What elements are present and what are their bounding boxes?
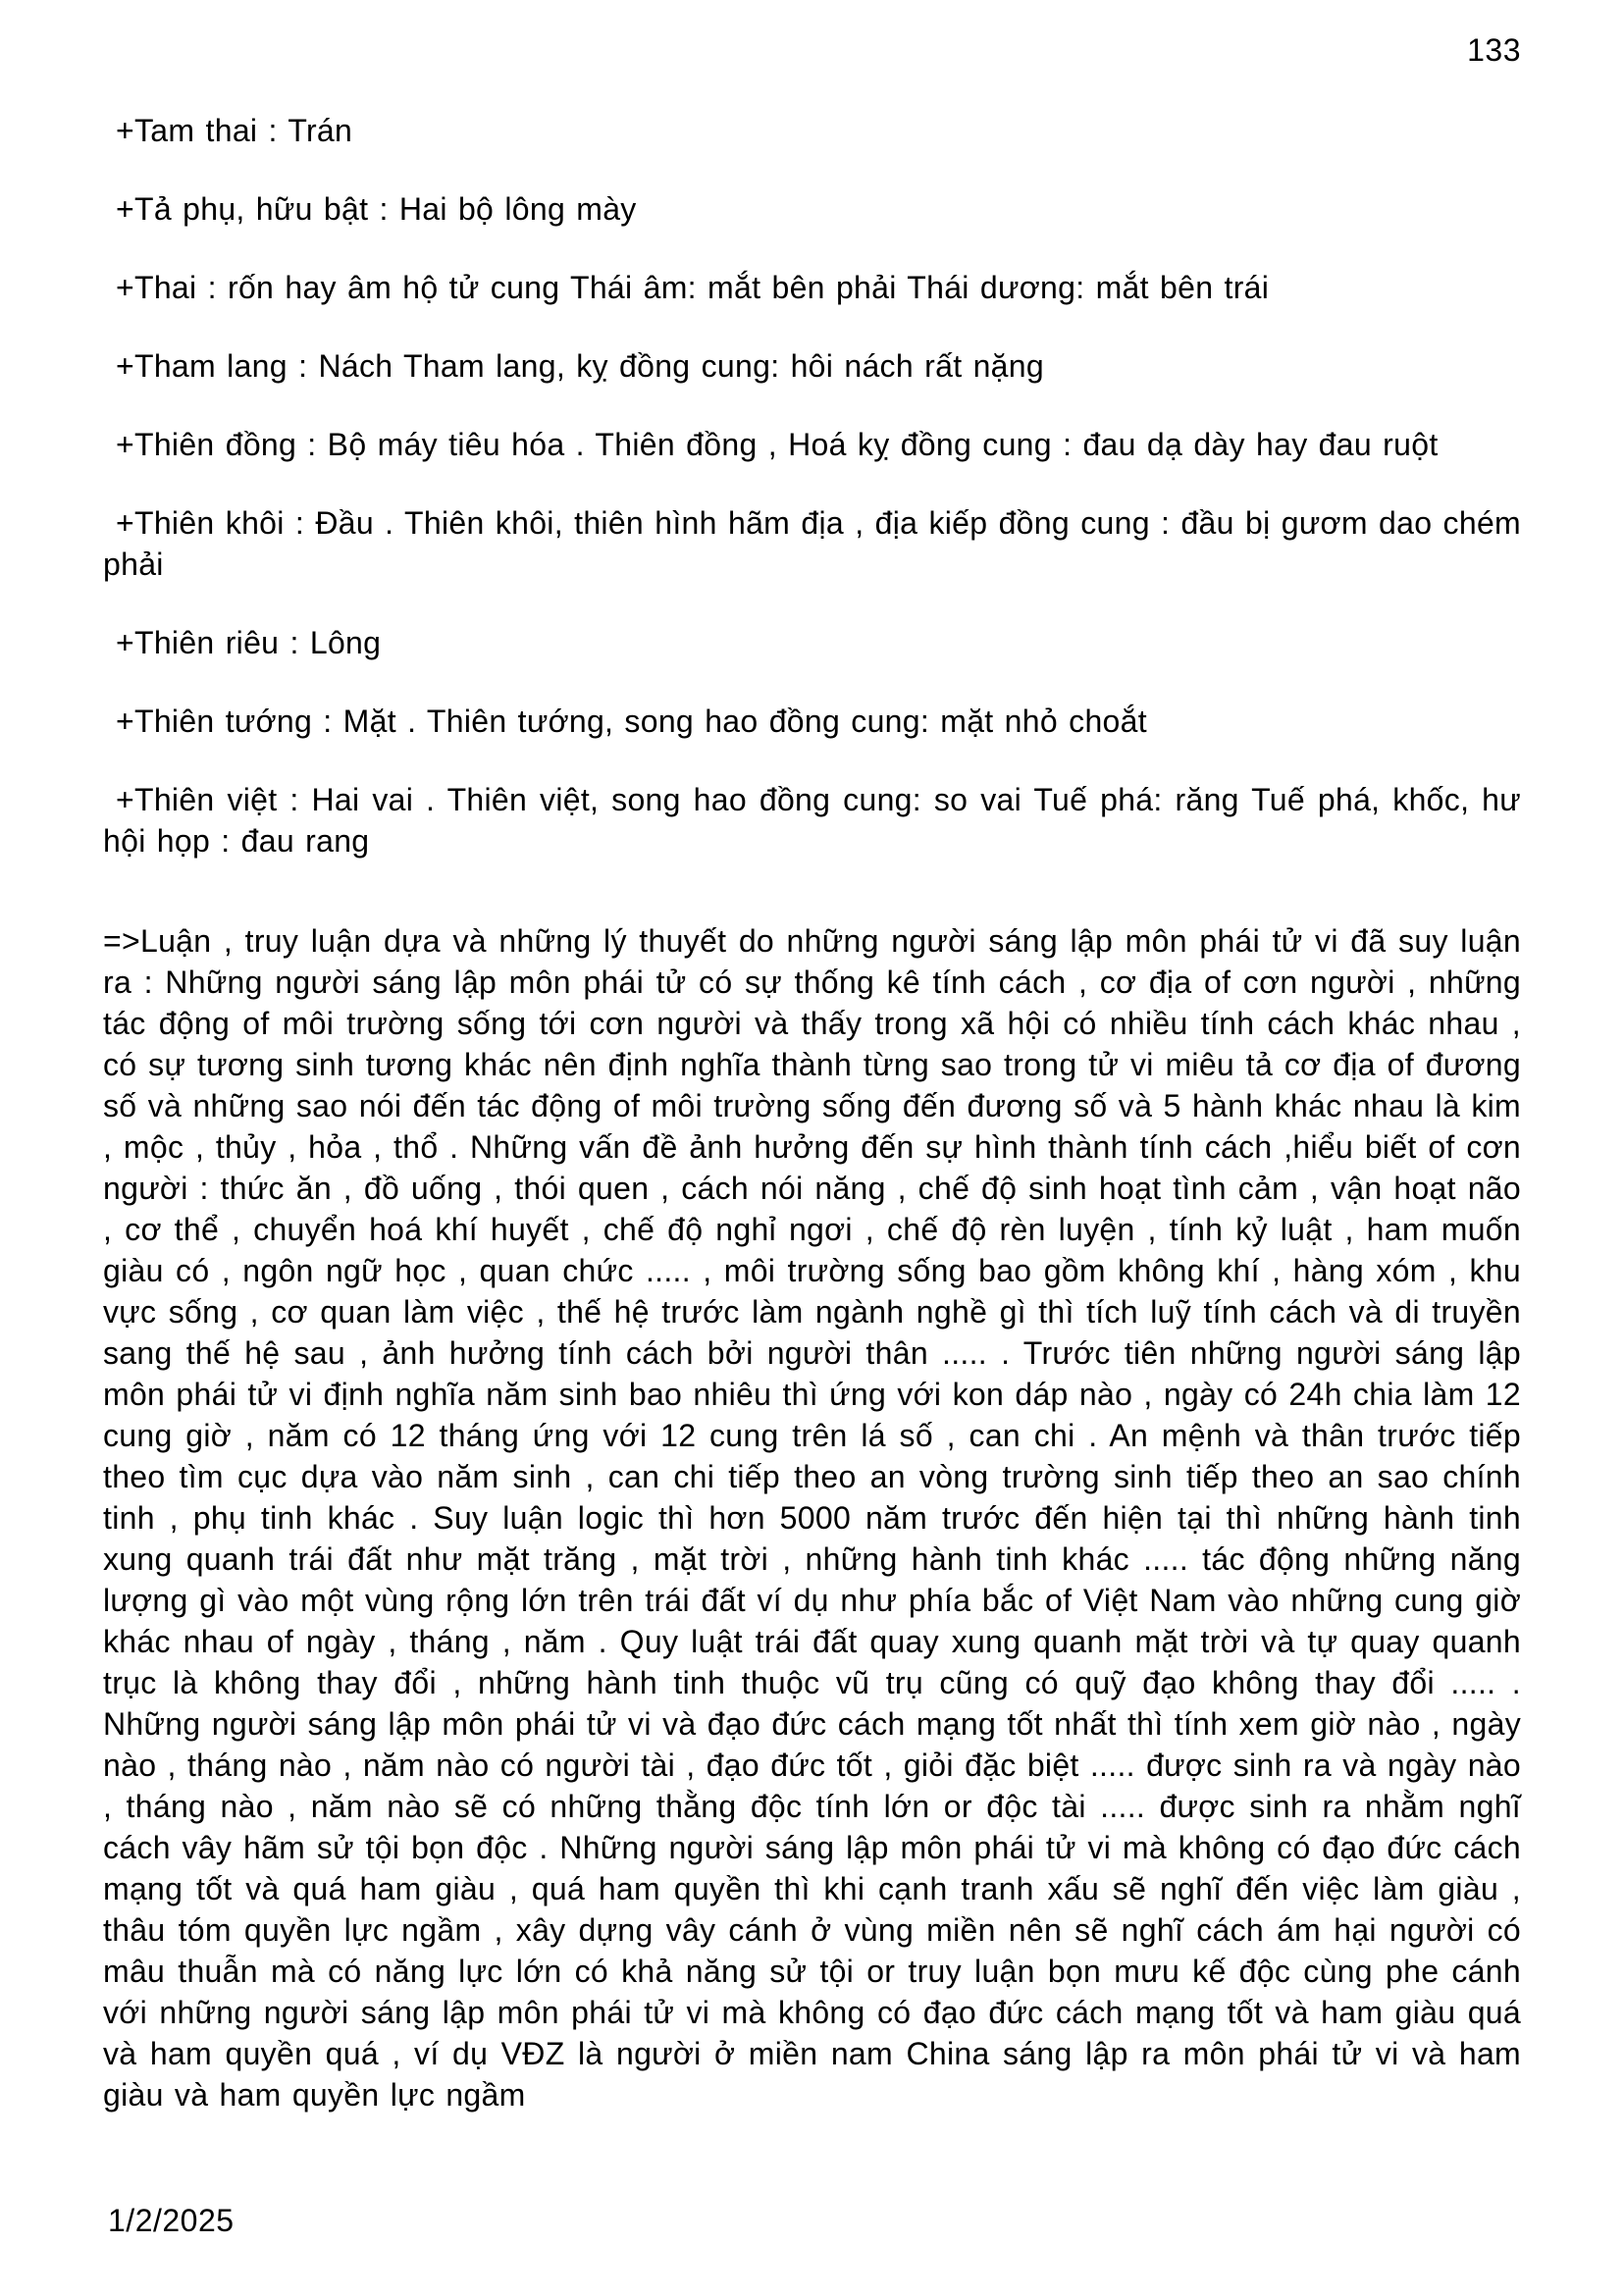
list-item: +Thai : rốn hay âm hộ tử cung Thái âm: mắt bên phải Thái dương: mắt bên trái xyxy=(116,270,1270,305)
list-item: +Thiên việt : Hai vai . Thiên việt, song hao đồng cung: so vai Tuế phá: răng Tuế phá, khốc, hư hội họp : đau rang xyxy=(103,782,1521,859)
list-item: +Thiên riêu : Lông xyxy=(116,625,382,660)
list-item: +Thiên đồng : Bộ máy tiêu hóa . Thiên đồng , Hoá kỵ đồng cung : đau dạ dày hay đau ruột xyxy=(116,427,1439,462)
footer-date: 1/2/2025 xyxy=(108,2203,235,2238)
list-item: +Thiên khôi : Đầu . Thiên khôi, thiên hình hãm địa , địa kiếp đồng cung : đầu bị gươm dao chém phải xyxy=(103,505,1521,582)
list-item: +Tham lang : Nách Tham lang, kỵ đồng cung: hôi nách rất nặng xyxy=(116,348,1044,384)
list-item: +Tả phụ, hữu bật : Hai bộ lông mày xyxy=(116,191,637,227)
page-number: 133 xyxy=(1467,32,1521,68)
list-item: +Thiên tướng : Mặt . Thiên tướng, song hao đồng cung: mặt nhỏ choắt xyxy=(116,704,1147,739)
list-item: +Tam thai : Trán xyxy=(116,113,353,148)
star-notes-list xyxy=(103,110,1521,861)
main-paragraph: =>Luận , truy luận dựa và những lý thuyết do những người sáng lập môn phái tử vi đã suy luận ra : Những người sáng lập môn phái tử có sự thống kê tính cách , cơ địa of cơn người , những tác động of môi trường sống tới cơn người và thấy trong xã hội có nhiều tính cách khác nhau , có sự tương sinh tương khác nên định nghĩa thành từng sao trong tử vi miêu tả cơ địa of đương số và những sao nói đến tác động of môi trường sống đến đương số và 5 hành khác nhau là kim , mộc , thủy , hỏa , thổ . Những vấn đề ảnh hưởng đến sự hình thành tính cách ,hiểu biết of cơn người : thức ăn , đồ uống , thói quen , cách nói năng , chế độ sinh hoạt tình cảm , vận hoạt não , cơ thể , chuyển hoá khí huyết , chế độ nghỉ ngơi , chế độ rèn luyện , tính kỷ luật , ham muốn giàu có , ngôn ngữ học , quan chức ..... , môi trường sống bao gồm không khí , hàng xóm , khu vực sống , cơ quan làm việc , thế hệ trước làm ngành nghề gì thì tích luỹ tính cách và di truyền sang thế hệ sau , ảnh hưởng tính cách bởi người thân ..... . Trước tiên những người sáng lập môn phái tử vi định nghĩa năm sinh bao nhiêu thì ứng với kon dáp nào , ngày có 24h chia làm 12 cung giờ , năm có 12 tháng ứng với 12 cung trên lá số , can chi . An mệnh và thân trước tiếp theo tìm cục dựa vào năm sinh , can chi tiếp theo an vòng trường sinh tiếp theo an sao chính tinh , phụ tinh khác . Suy luận logic thì hơn 5000 năm trước đến hiện tại thì những hành tinh xung quanh trái đất như mặt trăng , mặt trời , những hành tinh khác ..... tác động những năng lượng gì vào một vùng rộng lớn trên trái đất ví dụ như phía bắc of Việt Nam vào những cung giờ khác nhau of ngày , tháng , năm . Quy luật trái đất quay xung quanh mặt trời và tự quay quanh trục là không thay đổi , những hành tinh thuộc vũ trụ cũng có quỹ đạo không thay đổi ..... . Những người sáng lập môn phái tử vi và đạo đức cách mạng tốt nhất thì tính xem giờ nào , ngày nào , tháng nào , năm nào có người tài , đạo đức tốt , giỏi đặc biệt ..... được sinh ra và ngày nào , tháng nào , năm nào sẽ có những thằng độc tính lớn or độc tài ..... được sinh ra nhằm nghĩ cách vây hãm sử tội bọn độc . Những người sáng lập môn phái tử vi mà không có đạo đức cách mạng tốt và quá ham giàu , quá ham quyền thì khi cạnh tranh xấu sẽ nghĩ đến việc làm giàu , thâu tóm quyền lực ngầm , xây dựng vây cánh ở vùng miền nên sẽ nghĩ cách ám hại người có mâu thuẫn mà có năng lực lớn có khả năng sử tội or truy luận bọn mưu kế độc cùng phe cánh với những người sáng lập môn phái tử vi mà không có đạo đức cách mạng tốt và ham giàu quá và ham quyền quá , ví dụ VĐZ là người ở miền nam China sáng lập ra môn phái tử vi và ham giàu và ham quyền lực ngầm xyxy=(103,923,1521,2113)
